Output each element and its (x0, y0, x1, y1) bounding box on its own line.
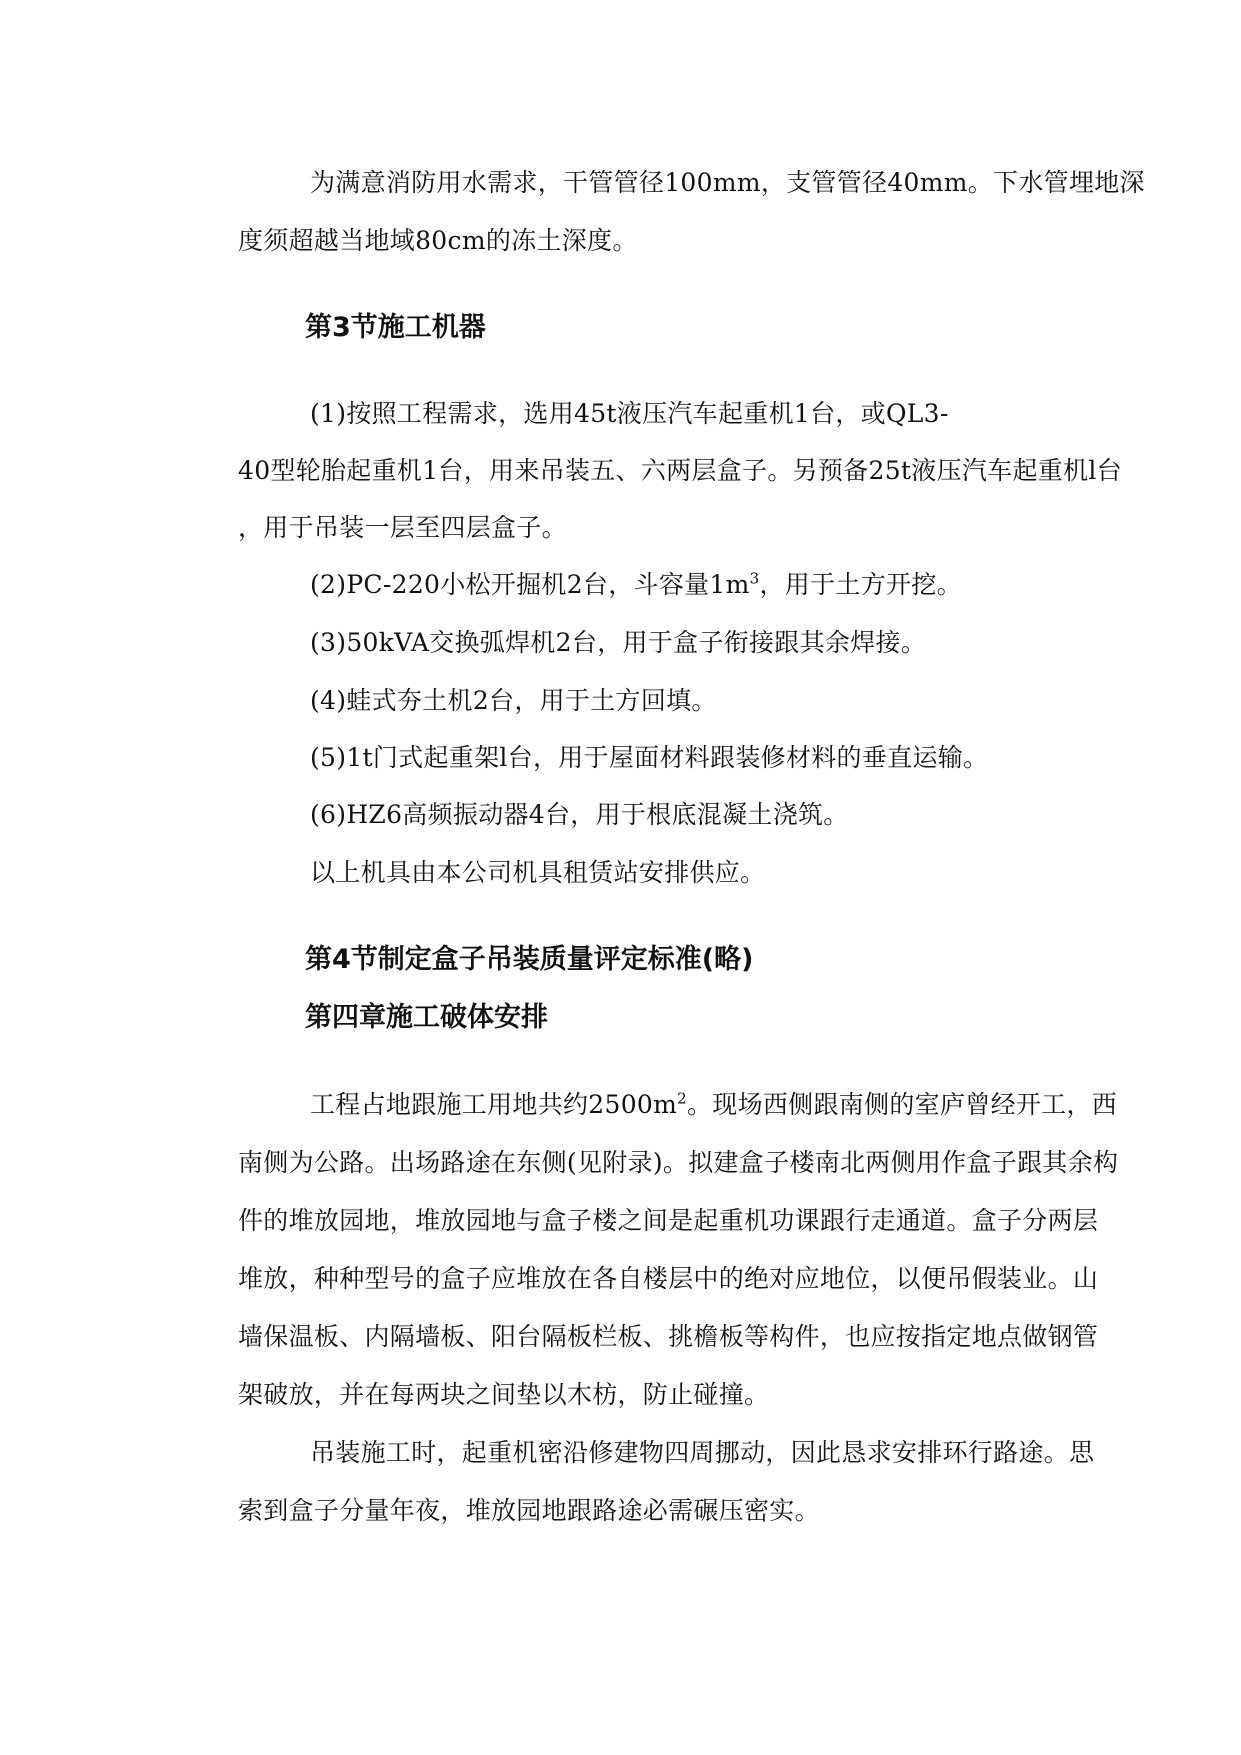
para1-line2: 度须超越当地域80cm的冻土深度。 (238, 226, 638, 255)
para2-line2: 南侧为公路。出场路途在东侧(见附录)。拟建盒子楼南北两侧用作盒子跟其余构 (238, 1148, 1119, 1177)
item-2-text: (2)PC-220小松开掘机2台，斗容量1m (310, 570, 750, 599)
item-4: (4)蛙式夯土机2台，用于土方回填。 (310, 686, 717, 715)
superscript-3: 3 (749, 569, 760, 588)
supply-note: 以上机具由本公司机具租赁站安排供应。 (310, 858, 766, 887)
item-3: (3)50kVA交换弧焊机2台，用于盒子衔接跟其余焊接。 (310, 628, 927, 657)
item-1-line2: 40型轮胎起重机1台，用来吊装五、六两层盒子。另预备25t液压汽车起重机l台 (238, 456, 1122, 485)
para2-line1-text-end: 。现场西侧跟南侧的室庐曾经开工，西 (686, 1090, 1118, 1119)
superscript-2: 2 (677, 1089, 687, 1108)
heading-chapter-4: 第四章施工破体安排 (305, 1002, 548, 1033)
para3-line2: 索到盒子分量年夜，堆放园地跟路途必需碾压密实。 (238, 1496, 820, 1525)
para2-line1 (310, 1088, 1117, 1122)
para3-line1: 吊装施工时，起重机密沿修建物四周挪动，因此恳求安排环行路途。思 (310, 1438, 1095, 1467)
para2-line3: 件的堆放园地，堆放园地与盒子楼之间是起重机功课跟行走通道。盒子分两层 (238, 1206, 1099, 1235)
heading-section-3: 第3节施工机器 (305, 312, 486, 343)
item-5: (5)1t门式起重架l台，用于屋面材料跟装修材料的垂直运输。 (310, 743, 989, 772)
para2-line1-text: 工程占地跟施工用地共约2500m (310, 1090, 678, 1119)
para2-line4: 堆放，种种型号的盒子应堆放在各自楼层中的绝对应地位，以便吊假装业。山 (238, 1264, 1099, 1293)
item-2 (310, 568, 962, 602)
item-2-text-end: ，用于土方开挖。 (759, 570, 962, 599)
item-6: (6)HZ6高频振动器4台，用于根底混凝土浇筑。 (310, 800, 849, 829)
para1-line1: 为满意消防用水需求，干管管径100mm，支管管径40mm。下水管埋地深 (310, 168, 1145, 197)
para2-line6: 架破放，并在每两块之间垫以木枋，防止碰撞。 (238, 1380, 770, 1409)
para2-line5: 墙保温板、内隔墙板、阳台隔板栏板、挑檐板等构件，也应按指定地点做钢管 (238, 1322, 1099, 1351)
item-1-line3: ，用于吊装一层至四层盒子。 (238, 513, 567, 542)
item-1-line1: (1)按照工程需求，选用45t液压汽车起重机1台，或QL3- (310, 399, 949, 428)
heading-section-4: 第4节制定盒子吊装质量评定标准(略) (305, 944, 754, 975)
